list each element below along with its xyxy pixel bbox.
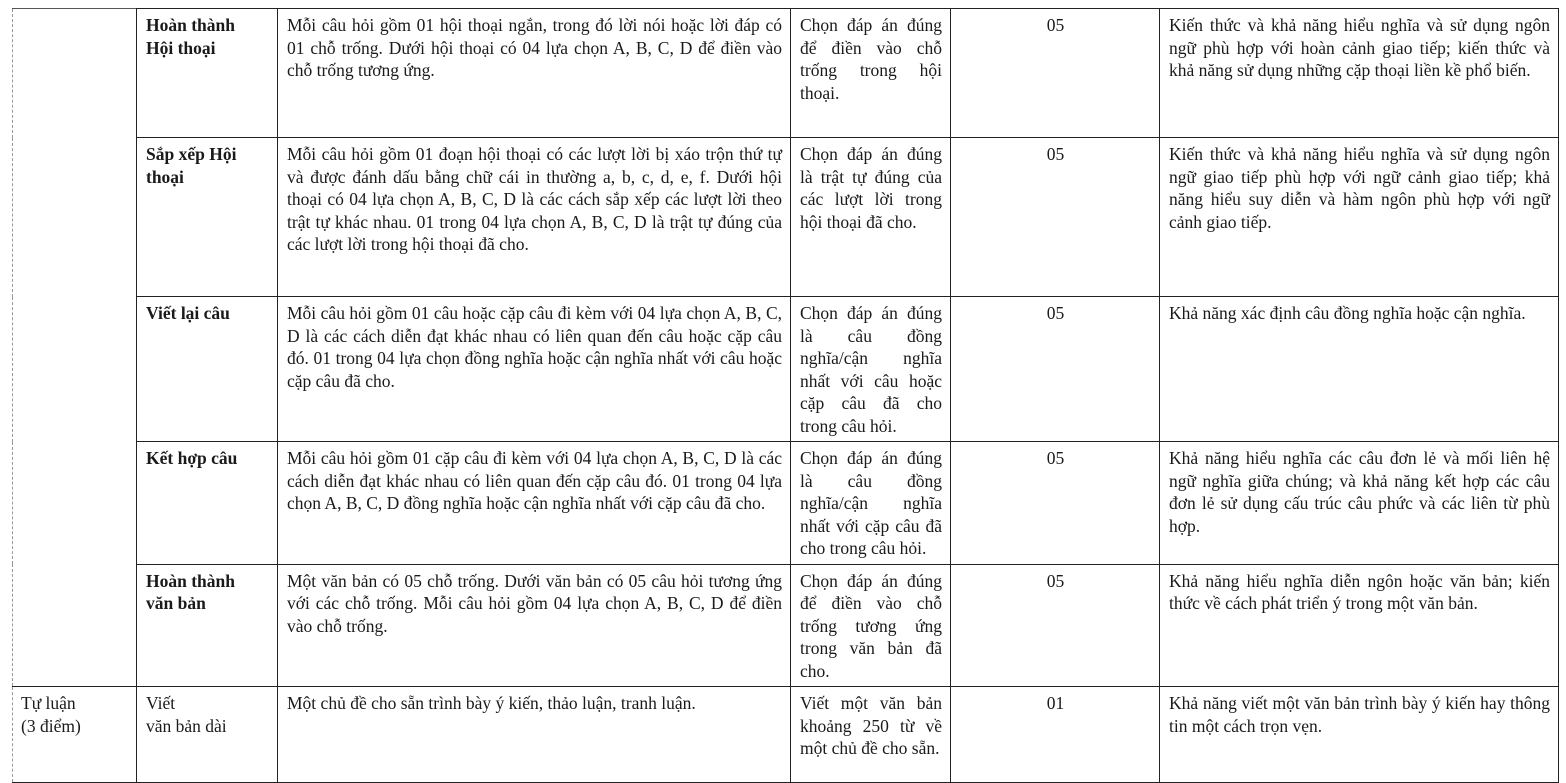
task-cell: Chọn đáp án đúng là trật tự đúng của các lượt lời trong hội thoại đã cho. [791, 138, 951, 297]
document-page [12, 8, 1559, 783]
task-cell: Chọn đáp án đúng để điền vào chỗ trống tương ứng trong văn bản đã cho. [791, 564, 951, 687]
task-cell: Chọn đáp án đúng là câu đồng nghĩa/cận nghĩa nhất với cặp câu đã cho trong câu hỏi. [791, 442, 951, 565]
table-row [13, 297, 1559, 442]
question-type-line: văn bản dài [146, 715, 227, 736]
question-type-cell [137, 442, 278, 565]
table-row [13, 138, 1559, 297]
task-cell: Viết một văn bản khoảng 250 từ về một chủ đề cho sẵn. [791, 687, 951, 783]
table-row [13, 9, 1559, 138]
skill-cell: Khả năng viết một văn bản trình bày ý kiến hay thông tin một cách trọn vẹn. [1160, 687, 1559, 783]
question-count-cell: 05 [951, 297, 1160, 442]
section-cell [13, 9, 137, 687]
section-label-line: (3 điểm) [21, 715, 81, 736]
skill-cell: Khả năng xác định câu đồng nghĩa hoặc cận nghĩa. [1160, 297, 1559, 442]
question-type-cell [137, 687, 278, 783]
question-type-line: Hoàn thành [146, 570, 235, 591]
description-cell: Mỗi câu hỏi gồm 01 cặp câu đi kèm với 04 lựa chọn A, B, C, D là các cách diễn đạt khác nhau có liên quan đến cặp câu đó. 01 trong 04 lựa chọn A, B, C, D đồng nghĩa hoặc cận nghĩa nhất với cặp câu đã cho. [278, 442, 791, 565]
question-count-cell: 05 [951, 564, 1160, 687]
skill-cell: Khả năng hiểu nghĩa các câu đơn lẻ và mối liên hệ ngữ nghĩa giữa chúng; và khả năng kết hợp các câu đơn lẻ sử dụng cấu trúc câu phức và các liên từ phù hợp. [1160, 442, 1559, 565]
question-type-cell [137, 564, 278, 687]
description-cell: Một chủ đề cho sẵn trình bày ý kiến, thảo luận, tranh luận. [278, 687, 791, 783]
question-type-line: Viết lại câu [146, 303, 230, 323]
exam-specification-table [12, 8, 1559, 783]
question-type-line: Viết [146, 693, 176, 713]
task-cell: Chọn đáp án đúng để điền vào chỗ trống trong hội thoại. [791, 9, 951, 138]
question-type-line: Kết hợp câu [146, 448, 238, 468]
section-cell [13, 687, 137, 783]
task-cell: Chọn đáp án đúng là câu đồng nghĩa/cận nghĩa nhất với câu hoặc cặp câu đã cho trong câu hỏi. [791, 297, 951, 442]
question-type-line: văn bản [146, 593, 206, 613]
description-cell: Mỗi câu hỏi gồm 01 câu hoặc cặp câu đi kèm với 04 lựa chọn A, B, C, D là các cách diễn đạt khác nhau có liên quan đến câu hoặc cặp câu đó. 01 trong 04 lựa chọn đồng nghĩa hoặc cận nghĩa nhất với câu hoặc cặp câu đã cho. [278, 297, 791, 442]
question-count-cell: 05 [951, 442, 1160, 565]
question-type-cell [137, 297, 278, 442]
skill-cell: Khả năng hiểu nghĩa diễn ngôn hoặc văn bản; kiến thức về cách phát triển ý trong một văn bản. [1160, 564, 1559, 687]
question-count-cell: 01 [951, 687, 1160, 783]
question-type-cell [137, 138, 278, 297]
table-row [13, 442, 1559, 565]
question-type-line: Hội thoại [146, 37, 216, 58]
skill-cell: Kiến thức và khả năng hiểu nghĩa và sử dụng ngôn ngữ giao tiếp phù hợp với ngữ cảnh giao tiếp; khả năng hiểu suy diễn và hàm ngôn phù hợp với ngữ cảnh giao tiếp. [1160, 138, 1559, 297]
table-row [13, 564, 1559, 687]
skill-cell: Kiến thức và khả năng hiểu nghĩa và sử dụng ngôn ngữ phù hợp với hoàn cảnh giao tiếp; kiến thức và khả năng sử dụng những cặp thoại liền kề phổ biến. [1160, 9, 1559, 138]
question-count-cell: 05 [951, 9, 1160, 138]
section-label-line: Tự luận [21, 693, 76, 713]
question-type-line: Hoàn thành [146, 15, 235, 35]
description-cell: Một văn bản có 05 chỗ trống. Dưới văn bản có 05 câu hỏi tương ứng với các chỗ trống. Mỗi câu hỏi gồm 04 lựa chọn A, B, C, D để điền vào chỗ trống. [278, 564, 791, 687]
description-cell: Mỗi câu hỏi gồm 01 hội thoại ngắn, trong đó lời nói hoặc lời đáp có 01 chỗ trống. Dưới hội thoại có 04 lựa chọn A, B, C, D để điền vào chỗ trống tương ứng. [278, 9, 791, 138]
question-type-line: thoại [146, 166, 184, 187]
table-row [13, 687, 1559, 783]
question-count-cell: 05 [951, 138, 1160, 297]
description-cell: Mỗi câu hỏi gồm 01 đoạn hội thoại có các lượt lời bị xáo trộn thứ tự và được đánh dấu bằng chữ cái in thường a, b, c, d, e, f. Dưới hội thoại có 04 lựa chọn A, B, C, D là các cách sắp xếp các lượt lời theo trật tự khác nhau. 01 trong 04 lựa chọn A, B, C, D là trật tự đúng của các lượt lời trong hội thoại đã cho. [278, 138, 791, 297]
question-type-cell [137, 9, 278, 138]
question-type-line: Sắp xếp Hội [146, 144, 237, 164]
